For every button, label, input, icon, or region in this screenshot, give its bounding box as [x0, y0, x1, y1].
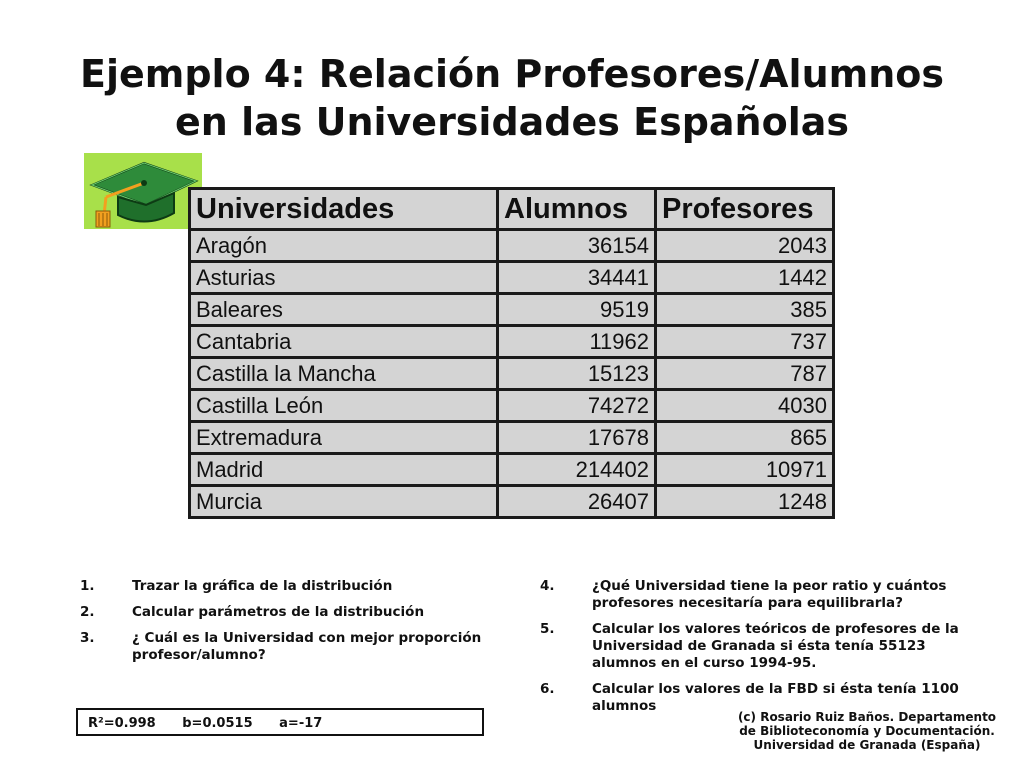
task-list-left	[80, 578, 510, 673]
r-squared-value: R²=0.998	[88, 716, 156, 731]
list-item	[540, 621, 970, 672]
slide-title-line1: Ejemplo 4: Relación Profesores/Alumnos	[79, 52, 945, 96]
alumnos-value: 34441	[498, 262, 656, 294]
regression-parameters-box	[76, 708, 484, 736]
list-item-number: 5.	[540, 621, 555, 637]
slide-title	[0, 50, 1024, 146]
credit-line: (c) Rosario Ruiz Baños. Departamento	[737, 710, 997, 724]
list-item-number: 6.	[540, 681, 555, 697]
slide-title-line2: en las Universidades Españolas	[175, 100, 849, 144]
universities-table	[188, 187, 835, 519]
profesores-value: 4030	[656, 390, 834, 422]
table-row	[190, 422, 834, 454]
list-item	[80, 604, 510, 621]
alumnos-value: 26407	[498, 486, 656, 518]
table-header-row	[190, 189, 834, 230]
list-item	[80, 578, 510, 595]
university-name: Murcia	[190, 486, 498, 518]
credit-line: Universidad de Granada (España)	[753, 738, 981, 752]
university-name: Cantabria	[190, 326, 498, 358]
alumnos-value: 9519	[498, 294, 656, 326]
profesores-value: 1248	[656, 486, 834, 518]
list-item-text: ¿Qué Universidad tiene la peor ratio y cuántos profesores necesitaría para equilibrarla?	[592, 578, 947, 611]
credit-line: de Biblioteconomía y Documentación.	[739, 724, 995, 738]
profesores-value: 1442	[656, 262, 834, 294]
university-name: Asturias	[190, 262, 498, 294]
list-item-text: Calcular los valores teóricos de profesores de la Universidad de Granada si ésta tenía 55123 alumnos en el curso 1994-95.	[592, 621, 959, 671]
list-item	[540, 578, 970, 612]
list-item-number: 2.	[80, 604, 95, 620]
copyright-credit	[732, 710, 1002, 752]
university-name: Madrid	[190, 454, 498, 486]
header-universidades: Universidades	[190, 189, 498, 230]
table-row	[190, 454, 834, 486]
list-item-text: ¿ Cuál es la Universidad con mejor proporción profesor/alumno?	[132, 630, 482, 663]
table-row	[190, 326, 834, 358]
list-item	[80, 630, 510, 664]
alumnos-value: 74272	[498, 390, 656, 422]
profesores-value: 737	[656, 326, 834, 358]
university-name: Extremadura	[190, 422, 498, 454]
alumnos-value: 15123	[498, 358, 656, 390]
profesores-value: 2043	[656, 230, 834, 262]
header-alumnos: Alumnos	[498, 189, 656, 230]
table-row	[190, 358, 834, 390]
profesores-value: 385	[656, 294, 834, 326]
list-item-text: Calcular los valores de la FBD si ésta tenía 1100 alumnos	[592, 681, 959, 714]
list-item-number: 1.	[80, 578, 95, 594]
table-row	[190, 230, 834, 262]
a-coefficient-value: a=-17	[279, 716, 323, 731]
university-name: Baleares	[190, 294, 498, 326]
table-row	[190, 486, 834, 518]
university-name: Aragón	[190, 230, 498, 262]
alumnos-value: 36154	[498, 230, 656, 262]
university-name: Castilla la Mancha	[190, 358, 498, 390]
profesores-value: 787	[656, 358, 834, 390]
task-list-right	[540, 578, 970, 724]
list-item-text: Calcular parámetros de la distribución	[132, 604, 425, 620]
table-row	[190, 390, 834, 422]
alumnos-value: 214402	[498, 454, 656, 486]
university-name: Castilla León	[190, 390, 498, 422]
profesores-value: 10971	[656, 454, 834, 486]
graduation-cap-icon	[84, 153, 202, 229]
alumnos-value: 17678	[498, 422, 656, 454]
table-row	[190, 262, 834, 294]
b-coefficient-value: b=0.0515	[182, 716, 253, 731]
header-profesores: Profesores	[656, 189, 834, 230]
list-item-number: 4.	[540, 578, 555, 594]
alumnos-value: 11962	[498, 326, 656, 358]
list-item-number: 3.	[80, 630, 95, 646]
list-item-text: Trazar la gráfica de la distribución	[132, 578, 393, 594]
table-row	[190, 294, 834, 326]
profesores-value: 865	[656, 422, 834, 454]
